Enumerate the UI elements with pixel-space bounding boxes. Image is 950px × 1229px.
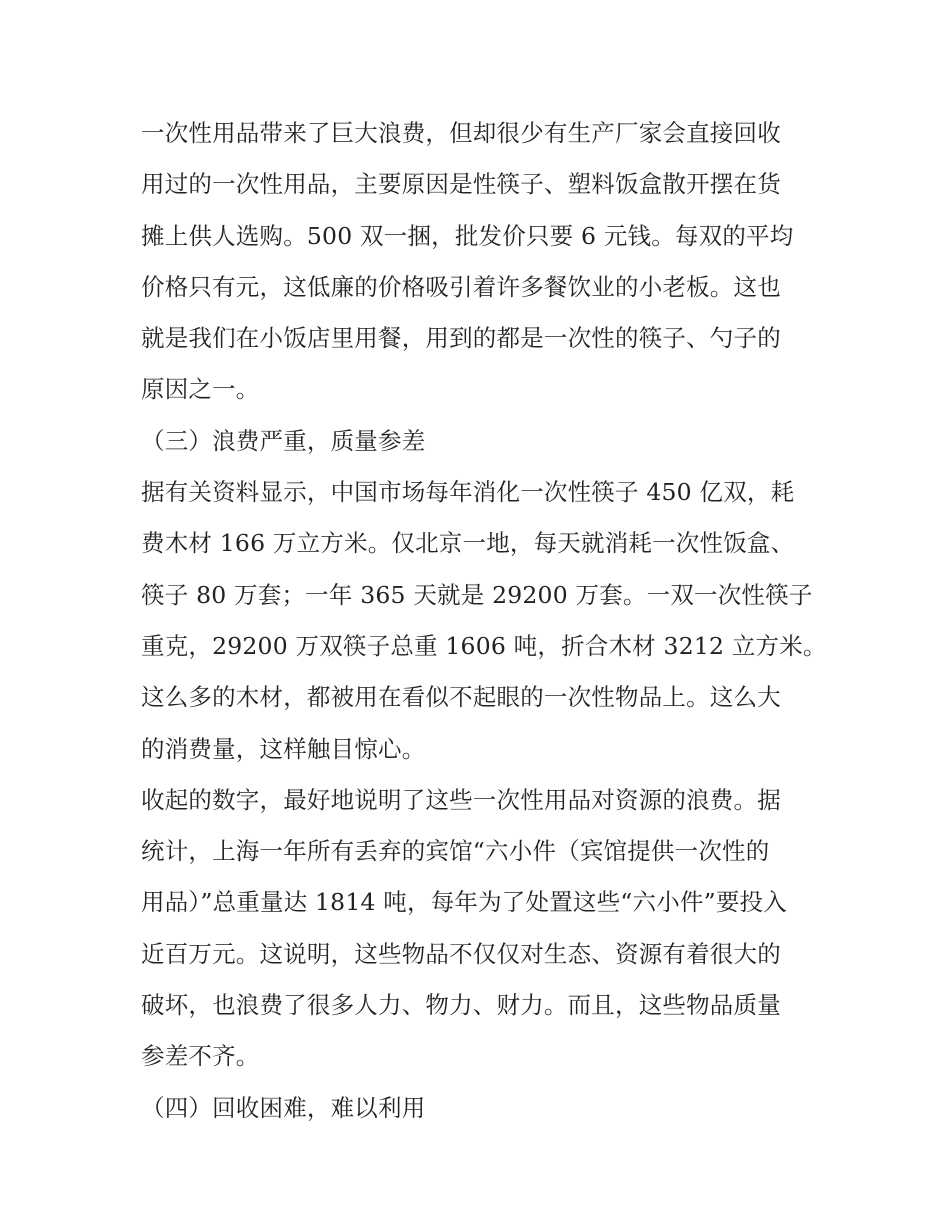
paragraph-line: 的消费量，这样触目惊心。 bbox=[141, 734, 426, 763]
paragraph-line: 参差不齐。 bbox=[141, 1042, 260, 1071]
paragraph-line: 这么多的木材，都被用在看似不起眼的一次性物品上。这么大 bbox=[141, 683, 781, 712]
document-page bbox=[141, 108, 827, 1134]
paragraph-line: 一次性用品带来了巨大浪费，但却很少有生产厂家会直接回收 bbox=[141, 119, 781, 147]
paragraph-line: 摊上供人选购。500 双一捆，批发价只要 6 元钱。每双的平均 bbox=[141, 221, 794, 250]
paragraph-line: 近百万元。这说明，这些物品不仅仅对生态、资源有着很大的 bbox=[141, 939, 781, 968]
paragraph-line: 原因之一。 bbox=[141, 375, 260, 404]
paragraph-line: 收起的数字，最好地说明了这些一次性用品对资源的浪费。据 bbox=[141, 785, 781, 814]
paragraph-line: 重克，29200 万双筷子总重 1606 吨，折合木材 3212 立方米。 bbox=[141, 631, 827, 660]
paragraph-line: 就是我们在小饭店里用餐，用到的都是一次性的筷子、勺子的 bbox=[141, 324, 781, 353]
paragraph-line: 据有关资料显示，中国市场每年消化一次性筷子 450 亿双，耗 bbox=[141, 478, 795, 507]
paragraph-line: 用品）”总重量达 1814 吨，每年为了处置这些“六小件”要投入 bbox=[141, 888, 787, 917]
section-heading-4: （四）回收困难，难以利用 bbox=[141, 1093, 426, 1122]
section-heading-3: （三）浪费严重，质量参差 bbox=[141, 426, 426, 455]
paragraph-line: 破坏，也浪费了很多人力、物力、财力。而且，这些物品质量 bbox=[141, 991, 781, 1020]
paragraph-line: 统计，上海一年所有丢弃的宾馆“六小件（宾馆提供一次性的 bbox=[141, 837, 770, 866]
paragraph-line: 用过的一次性用品，主要原因是性筷子、塑料饭盒散开摆在货 bbox=[141, 170, 781, 199]
paragraph-line: 价格只有元，这低廉的价格吸引着许多餐饮业的小老板。这也 bbox=[141, 272, 781, 301]
paragraph-line: 筷子 80 万套；一年 365 天就是 29200 万套。一双一次性筷子 bbox=[141, 580, 813, 609]
paragraph-line: 费木材 166 万立方米。仅北京一地，每天就消耗一次性饭盒、 bbox=[141, 529, 795, 558]
